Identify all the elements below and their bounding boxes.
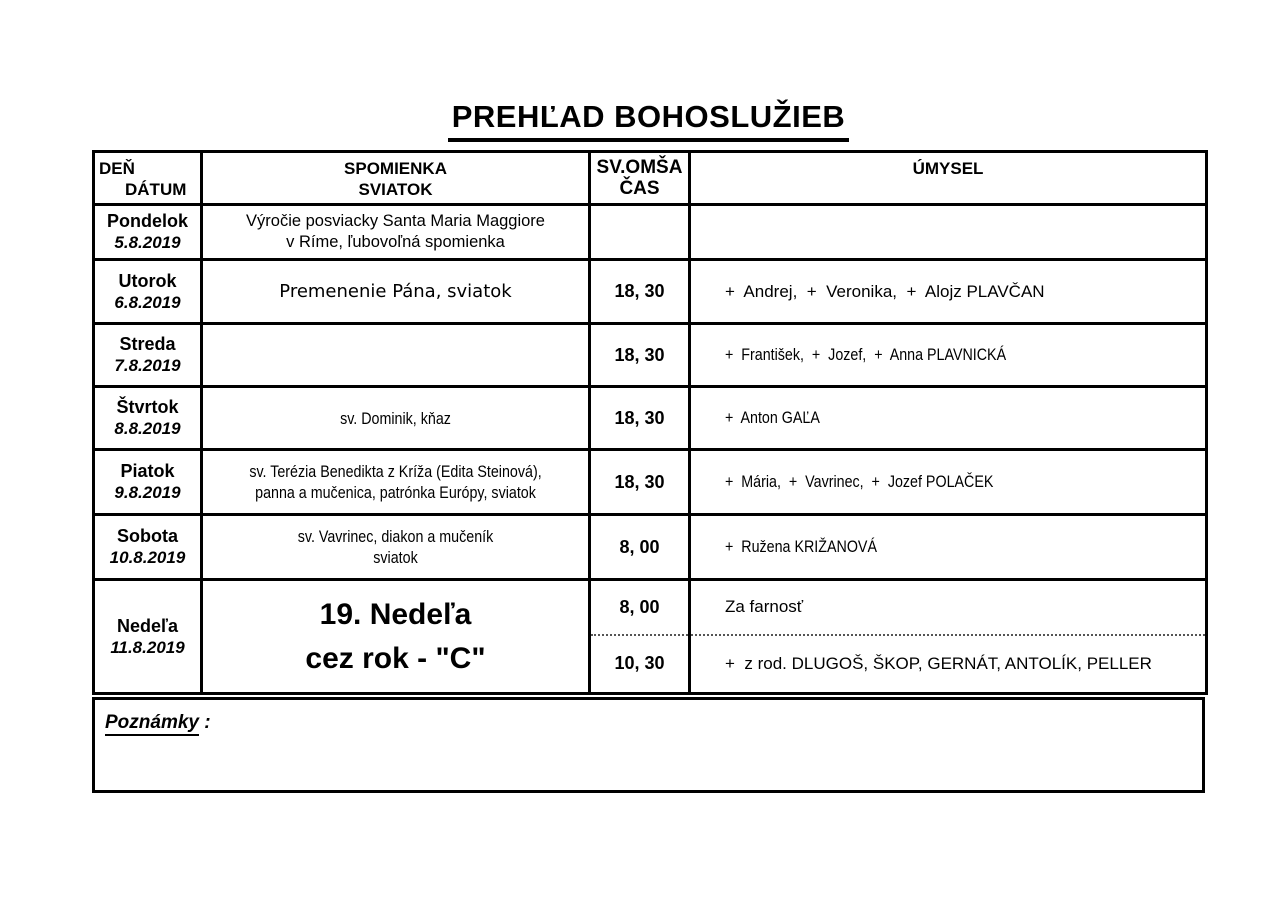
memorial-line: sv. Dominik, kňaz bbox=[340, 408, 451, 428]
page-title-text: PREHĽAD BOHOSLUŽIEB bbox=[448, 99, 850, 142]
day-date: 7.8.2019 bbox=[114, 356, 181, 375]
table-row-wednesday bbox=[94, 324, 1207, 387]
intention-cell bbox=[690, 580, 1207, 635]
column-header-intention bbox=[690, 152, 1207, 205]
day-date-cell bbox=[94, 324, 202, 387]
memorial-cell bbox=[202, 324, 590, 387]
mass-time-cell: 18, 30 bbox=[590, 387, 690, 450]
intention-cell bbox=[690, 387, 1207, 450]
intention-cell bbox=[690, 515, 1207, 580]
day-date: 8.8.2019 bbox=[114, 419, 181, 438]
mass-time-cell: 8, 00 bbox=[590, 580, 690, 635]
memorial-line: sviatok bbox=[373, 548, 418, 567]
notes-label-colon: : bbox=[198, 712, 211, 733]
table-row-friday bbox=[94, 450, 1207, 515]
intention-cell bbox=[690, 324, 1207, 387]
mass-time-cell: 8, 00 bbox=[590, 515, 690, 580]
day-name: Piatok bbox=[120, 461, 175, 481]
day-date-cell bbox=[94, 205, 202, 260]
day-date-cell bbox=[94, 580, 202, 694]
memorial-line: Premenenie Pána, sviatok bbox=[279, 281, 512, 302]
day-date: 6.8.2019 bbox=[114, 292, 181, 312]
intention-text: + Ružena KRIŽANOVÁ bbox=[725, 537, 877, 556]
intention-cell bbox=[690, 260, 1207, 324]
intention-text: + z rod. DLUGOŠ, ŠKOP, GERNÁT, ANTOLÍK, PELLER bbox=[725, 653, 1152, 673]
table-row-tuesday bbox=[94, 260, 1207, 324]
column-header-mass-time bbox=[590, 152, 690, 205]
sunday-title-line2: cez rok - "C" bbox=[305, 641, 486, 675]
mass-time-cell: 10, 30 bbox=[590, 635, 690, 694]
memorial-cell bbox=[202, 260, 590, 324]
header-day-line2: DÁTUM bbox=[125, 180, 187, 199]
header-row bbox=[94, 152, 1207, 205]
header-mass-line2: ČAS bbox=[619, 178, 660, 199]
column-header-memorial bbox=[202, 152, 590, 205]
table-row-sunday-first-mass bbox=[94, 580, 1207, 635]
mass-time-cell bbox=[590, 205, 690, 260]
day-name: Sobota bbox=[117, 526, 178, 546]
memorial-line: v Ríme, ľubovoľná spomienka bbox=[286, 233, 505, 251]
intention-text: Za farnosť bbox=[725, 597, 804, 617]
header-day-line1: DEŇ bbox=[99, 159, 135, 178]
notes-label-text: Poznámky bbox=[105, 712, 199, 736]
day-name: Štvrtok bbox=[116, 397, 179, 417]
day-date: 10.8.2019 bbox=[109, 548, 186, 567]
day-date-cell bbox=[94, 515, 202, 580]
memorial-cell bbox=[202, 205, 590, 260]
table-row-monday bbox=[94, 205, 1207, 260]
day-date-cell bbox=[94, 387, 202, 450]
memorial-line: sv. Terézia Benedikta z Kríža (Edita Steinová), bbox=[249, 462, 542, 481]
page-title bbox=[92, 99, 1205, 142]
day-name: Utorok bbox=[118, 270, 177, 291]
mass-time-cell: 18, 30 bbox=[590, 260, 690, 324]
table-row-thursday bbox=[94, 387, 1207, 450]
day-date: 11.8.2019 bbox=[110, 637, 185, 657]
memorial-line: Výročie posviacky Santa Maria Maggiore bbox=[246, 212, 545, 230]
day-date: 5.8.2019 bbox=[114, 233, 181, 252]
notes-label bbox=[105, 712, 211, 734]
day-date: 9.8.2019 bbox=[114, 483, 181, 502]
memorial-cell bbox=[202, 515, 590, 580]
intention-text: + Mária, + Vavrinec, + Jozef POLAČEK bbox=[725, 472, 994, 491]
intention-text: + František, + Jozef, + Anna PLAVNICKÁ bbox=[725, 345, 1007, 364]
day-name: Streda bbox=[119, 334, 176, 354]
sunday-title-cell bbox=[202, 580, 590, 694]
intention-cell bbox=[690, 635, 1207, 694]
schedule-table bbox=[92, 150, 1208, 695]
column-header-day bbox=[94, 152, 202, 205]
intention-text: + Anton GAĽA bbox=[725, 408, 820, 427]
memorial-line: panna a mučenica, patrónka Európy, sviatok bbox=[255, 483, 536, 502]
header-memorial-line2: SVIATOK bbox=[358, 180, 433, 199]
day-date-cell bbox=[94, 260, 202, 324]
intention-text: + Andrej, + Veronika, + Alojz PLAVČAN bbox=[725, 281, 1045, 301]
intention-cell bbox=[690, 450, 1207, 515]
memorial-cell bbox=[202, 450, 590, 515]
sunday-title-line1: 19. Nedeľa bbox=[319, 597, 472, 631]
notes-box bbox=[92, 697, 1205, 793]
day-name: Pondelok bbox=[106, 211, 188, 231]
memorial-line: sv. Vavrinec, diakon a mučeník bbox=[297, 527, 494, 546]
table-row-saturday bbox=[94, 515, 1207, 580]
header-mass-line1: SV.OMŠA bbox=[596, 157, 683, 178]
day-date-cell bbox=[94, 450, 202, 515]
mass-time-cell: 18, 30 bbox=[590, 450, 690, 515]
header-intention: ÚMYSEL bbox=[912, 159, 984, 178]
header-memorial-line1: SPOMIENKA bbox=[344, 159, 447, 178]
memorial-cell bbox=[202, 387, 590, 450]
day-name: Nedeľa bbox=[117, 615, 178, 636]
mass-time-cell: 18, 30 bbox=[590, 324, 690, 387]
intention-cell bbox=[690, 205, 1207, 260]
